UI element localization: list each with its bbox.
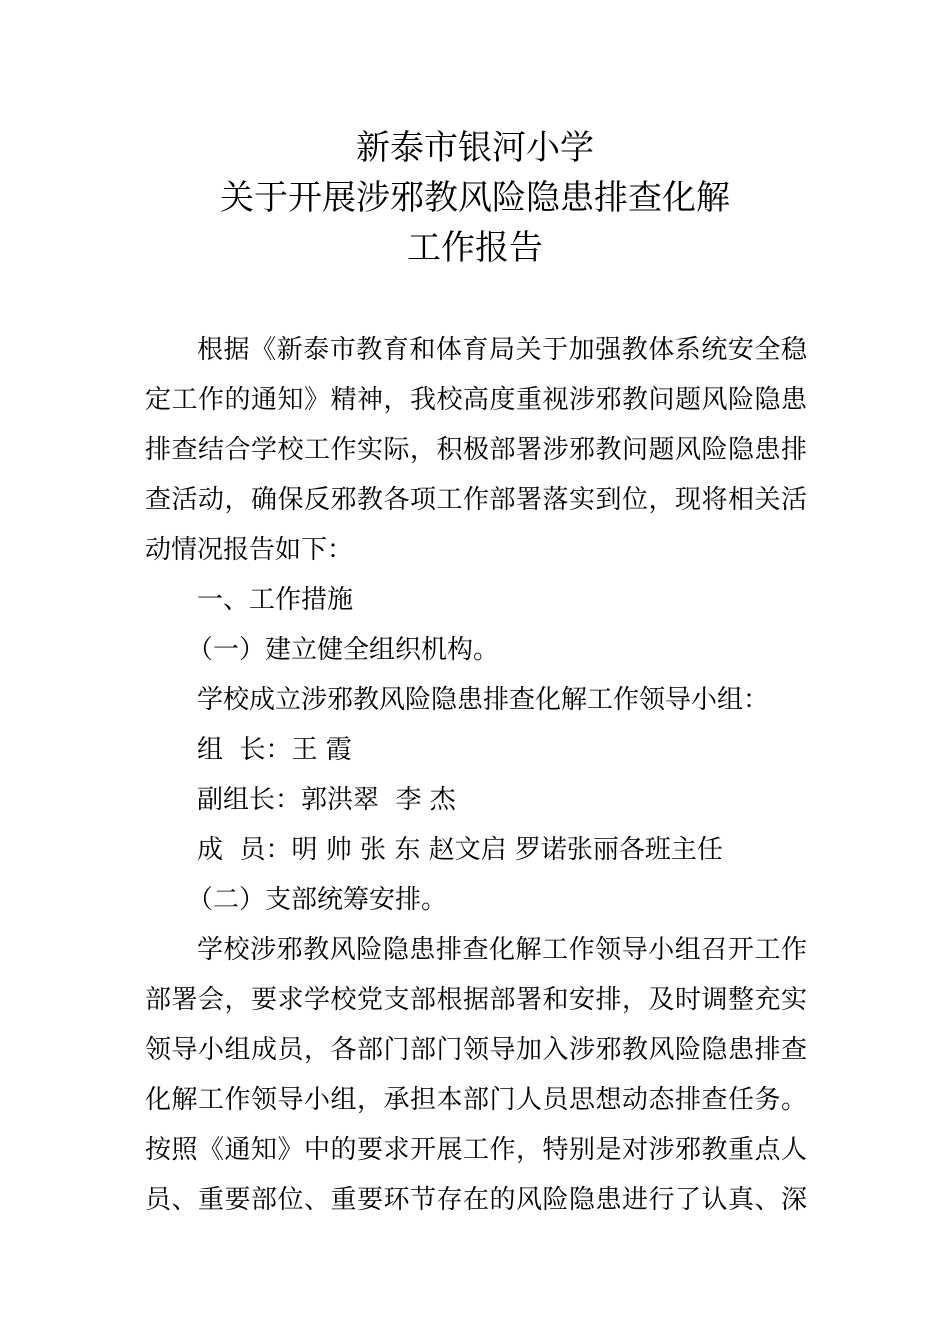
- paragraph-1-line-2: 定工作的通知》精神，我校高度重视涉邪教问题风险隐患: [145, 385, 807, 415]
- paragraph-2-line-3: 领导小组成员，各部门部门领导加入涉邪教风险隐患排查: [145, 1035, 807, 1065]
- document-title-line-3: 工作报告: [407, 228, 543, 268]
- group-intro: 学校成立涉邪教风险隐患排查化解工作领导小组：: [197, 685, 770, 715]
- deputy-names: 郭洪翠 李 杰: [301, 785, 456, 815]
- deputy-row: [197, 782, 456, 818]
- document-title-line-1: 新泰市银河小学: [356, 128, 594, 168]
- member-label: 成 员：: [197, 835, 292, 865]
- leader-label: 组 长：: [197, 735, 292, 765]
- leader-row: [197, 732, 352, 768]
- deputy-label: 副组长：: [197, 785, 302, 815]
- subsection-heading-1: （一）建立健全组织机构。: [187, 635, 500, 665]
- paragraph-2-line-5: 按照《通知》中的要求开展工作，特别是对涉邪教重点人: [145, 1135, 807, 1165]
- document-title-line-2: 关于开展涉邪教风险隐患排查化解: [220, 178, 730, 218]
- paragraph-1-line-4: 查活动，确保反邪教各项工作部署落实到位，现将相关活: [145, 485, 807, 515]
- section-heading-1: 一、工作措施: [197, 585, 354, 615]
- paragraph-2-line-1: 学校涉邪教风险隐患排查化解工作领导小组召开工作: [197, 935, 807, 965]
- paragraph-2-line-2: 部署会，要求学校党支部根据部署和安排，及时调整充实: [145, 985, 807, 1015]
- leader-name: 王 霞: [291, 735, 352, 765]
- paragraph-2-line-6: 员、重要部位、重要环节存在的风险隐患进行了认真、深: [145, 1185, 807, 1215]
- member-names: 明 帅 张 东 赵文启 罗诺张丽各班主任: [291, 835, 723, 865]
- paragraph-1-line-3: 排查结合学校工作实际，积极部署涉邪教问题风险隐患排: [145, 435, 807, 465]
- paragraph-2-line-4: 化解工作领导小组，承担本部门人员思想动态排查任务。: [145, 1085, 807, 1115]
- paragraph-1-line-1: 根据《新泰市教育和体育局关于加强教体系统安全稳: [197, 335, 807, 365]
- paragraph-1-line-5: 动情况报告如下：: [145, 535, 354, 565]
- member-row: [197, 832, 723, 868]
- subsection-heading-2: （二）支部统筹安排。: [187, 885, 448, 915]
